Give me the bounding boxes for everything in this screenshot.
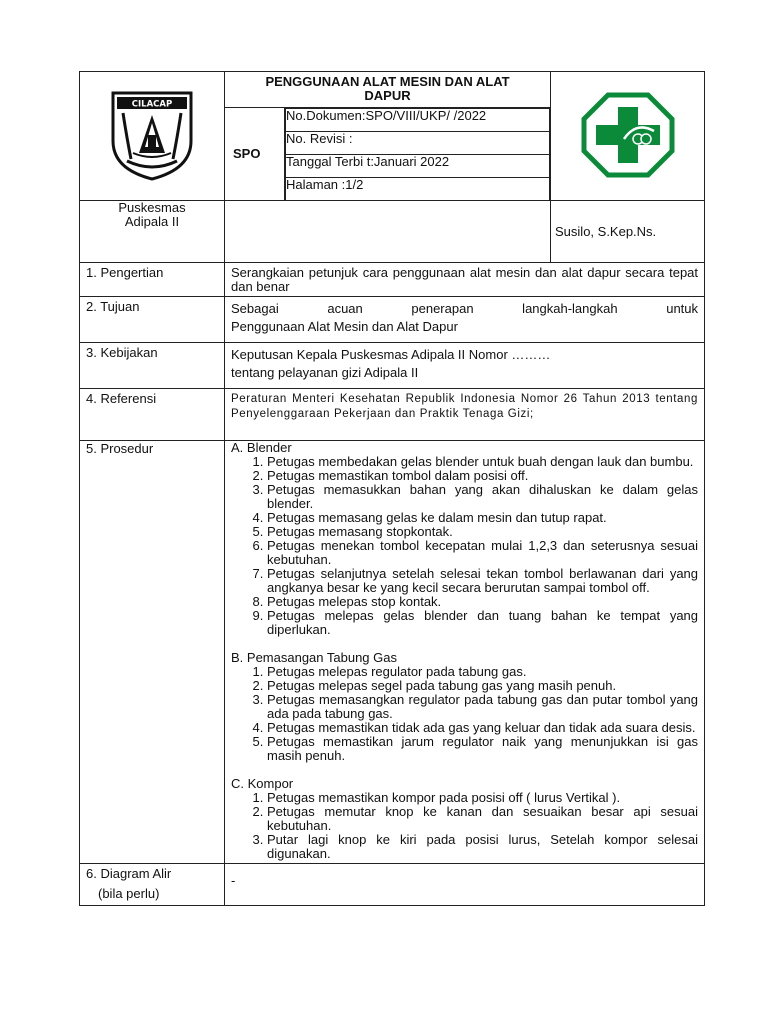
meta-page: Halaman :1/2 <box>286 178 550 201</box>
tujuan-line-2: Penggunaan Alat Mesin dan Alat Dapur <box>231 319 458 334</box>
procedure-section-blender <box>231 441 698 637</box>
sop-table <box>79 71 705 906</box>
procedure-step: 7. Petugas selanjutnya setelah selesai tekan tombol berlawanan dari yang angkanya besar ke yang kecil secara berurutan sampai tombol off. <box>267 567 698 595</box>
procedure-step: 3. Petugas memasukkan bahan yang akan dihaluskan ke dalam gelas blender. <box>267 483 698 511</box>
label-kebijakan: 3. Kebijakan <box>80 343 225 389</box>
procedure-section-kompor <box>231 777 698 861</box>
meta-issue-date: Tanggal Terbi t:Januari 2022 <box>286 155 550 178</box>
label-tujuan: 2. Tujuan <box>80 297 225 343</box>
step-list <box>231 665 698 763</box>
procedure-step: 2. Petugas memutar knop ke kanan dan sesuaikan besar api sesuai kebutuhan. <box>267 805 698 833</box>
org-line-1: Puskesmas <box>118 200 186 215</box>
left-logo-cell <box>80 72 225 201</box>
procedure-step: 3. Petugas memasangkan regulator pada tabung gas dan putar tombol yang ada pada tabung gas. <box>267 693 698 721</box>
step-list <box>231 791 698 861</box>
procedure-step: 4. Petugas memastikan tidak ada gas yang keluar dan tidak ada suara desis. <box>267 721 698 735</box>
text-referensi: Peraturan Menteri Kesehatan Republik Indonesia Nomor 26 Tahun 2013 tentang Penyelenggaraan Pekerjaan dan Praktik Tenaga Gizi; <box>231 393 699 420</box>
procedure-step: 9. Petugas melepas gelas blender dan tuang bahan ke tempat yang diperlukan. <box>267 609 698 637</box>
procedure-step: 6. Petugas menekan tombol kecepatan mulai 1,2,3 dan seterusnya sesuai kebutuhan. <box>267 539 698 567</box>
procedure-step: 5. Petugas memastikan jarum regulator naik yang menunjukkan isi gas masih penuh. <box>267 735 698 763</box>
procedure-section-gas <box>231 651 698 763</box>
procedure-step: 5. Petugas memasang stopkontak. <box>267 525 698 539</box>
crest-text: CILACAP <box>131 99 173 109</box>
spo-label: SPO <box>225 108 285 201</box>
org-line-2: Adipala II <box>124 214 180 229</box>
document-meta <box>285 108 551 201</box>
text-kebijakan <box>225 343 705 389</box>
procedure-step: 2. Petugas melepas segel pada tabung gas yang masih penuh. <box>267 679 698 693</box>
procedure-step: 3. Putar lagi knop ke kiri pada posisi lurus, Setelah kompor selesai digunakan. <box>267 833 698 861</box>
label-pengertian: 1. Pengertian <box>80 263 225 297</box>
kebijakan-line-1: Keputusan Kepala Puskesmas Adipala II Nomor ……… <box>231 347 551 362</box>
diagram-label-line-2: (bila perlu) <box>98 886 160 901</box>
signatory-name: Susilo, S.Kep.Ns. <box>551 201 705 263</box>
referensi-cell <box>225 389 705 441</box>
label-prosedur: 5. Prosedur <box>80 441 225 864</box>
label-referensi: 4. Referensi <box>80 389 225 441</box>
kebijakan-line-2: tentang pelayanan gizi Adipala II <box>231 365 419 380</box>
text-pengertian: Serangkaian petunjuk cara penggunaan alat mesin dan alat dapur secara tepat dan benar <box>225 263 705 297</box>
procedure-step: 4. Petugas memasang gelas ke dalam mesin dan tutup rapat. <box>267 511 698 525</box>
step-list <box>231 455 698 637</box>
procedure-step: 1. Petugas memastikan kompor pada posisi off ( lurus Vertikal ). <box>267 791 698 805</box>
title-line-2: DAPUR <box>364 88 411 103</box>
section-title: C. Kompor <box>231 776 294 791</box>
text-tujuan <box>225 297 705 343</box>
right-logo-cell <box>551 72 705 201</box>
diagram-value: - <box>225 864 705 906</box>
blank-cell <box>225 201 551 263</box>
procedure-step: 2. Petugas memastikan tombol dalam posisi off. <box>267 469 698 483</box>
procedure-step: 1. Petugas membedakan gelas blender untuk buah dengan lauk dan bumbu. <box>267 455 698 469</box>
label-diagram <box>80 864 225 906</box>
sop-document <box>79 71 704 906</box>
meta-document-number: No.Dokumen:SPO/VIII/UKP/ /2022 <box>286 109 550 132</box>
title-line-1: PENGGUNAAN ALAT MESIN DAN ALAT <box>265 74 510 89</box>
document-title <box>225 72 551 108</box>
puskesmas-cross-icon <box>580 91 676 179</box>
diagram-label-line-1: 6. Diagram Alir <box>86 866 172 881</box>
section-title: A. Blender <box>231 440 292 455</box>
procedure-step: 8. Petugas melepas stop kontak. <box>267 595 698 609</box>
tujuan-line-1: Sebagai acuan penerapan langkah-langkah untuk <box>231 301 699 316</box>
regency-crest-icon <box>109 89 195 181</box>
meta-revision: No. Revisi : <box>286 132 550 155</box>
section-title: B. Pemasangan Tabung Gas <box>231 650 397 665</box>
prosedur-content <box>225 441 705 864</box>
organization-cell <box>80 201 225 263</box>
procedure-step: 1. Petugas melepas regulator pada tabung gas. <box>267 665 698 679</box>
